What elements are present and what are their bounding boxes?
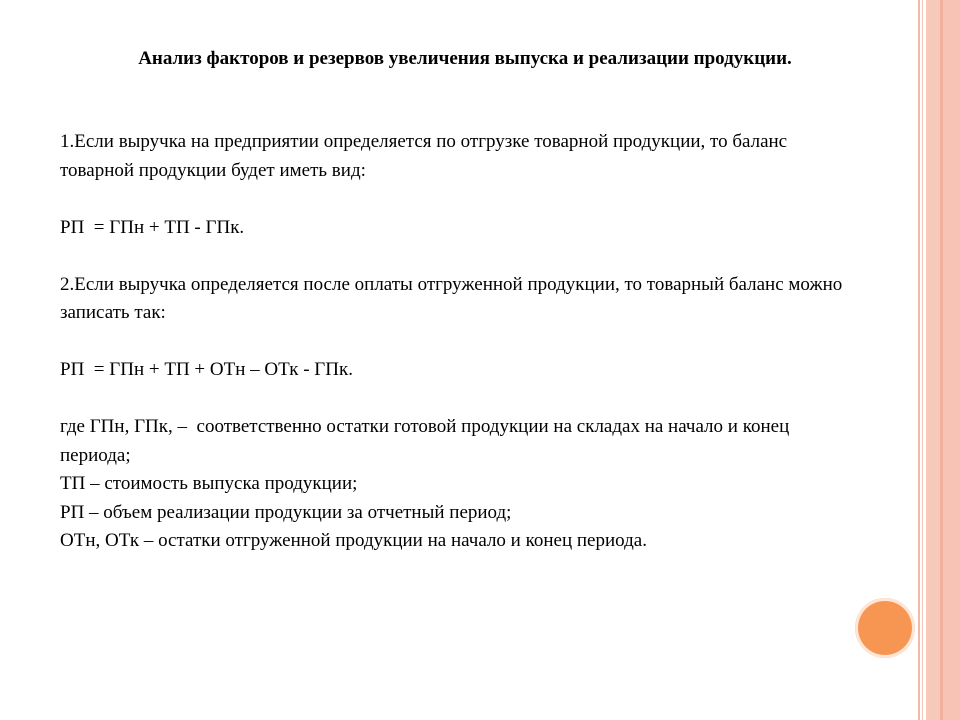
- formula-1: РП = ГПн + ТП - ГПк.: [60, 216, 245, 238]
- slide-title: Анализ факторов и резервов увеличения выпуска и реализации продукции.: [138, 48, 792, 69]
- definition-rp: РП – объем реализации продукции за отчетный период;: [60, 501, 512, 523]
- stripe: [922, 0, 923, 720]
- paragraph-2: 2.Если выручка определяется после оплаты отгруженной продукции, то товарный баланс можно записать так:: [60, 273, 847, 323]
- stripe: [926, 0, 940, 720]
- definition-gp: где ГПн, ГПк, – соответственно остатки готовой продукции на складах на начало и конец периода;: [60, 416, 794, 466]
- definition-ot: ОТн, ОТк – остатки отгруженной продукции на начало и конец периода.: [60, 530, 647, 551]
- decorative-stripes: [918, 0, 960, 720]
- slide-body: [60, 128, 860, 556]
- decorative-circle: [855, 598, 915, 658]
- paragraph-1: 1.Если выручка на предприятии определяется по отгрузке товарной продукции, то баланс товарной продукции будет иметь вид:: [60, 131, 792, 181]
- stripe: [943, 0, 960, 720]
- stripe: [918, 0, 920, 720]
- definition-tp: ТП – стоимость выпуска продукции;: [60, 473, 358, 494]
- formula-2: РП = ГПн + ТП + ОТн – ОТк - ГПк.: [60, 359, 353, 380]
